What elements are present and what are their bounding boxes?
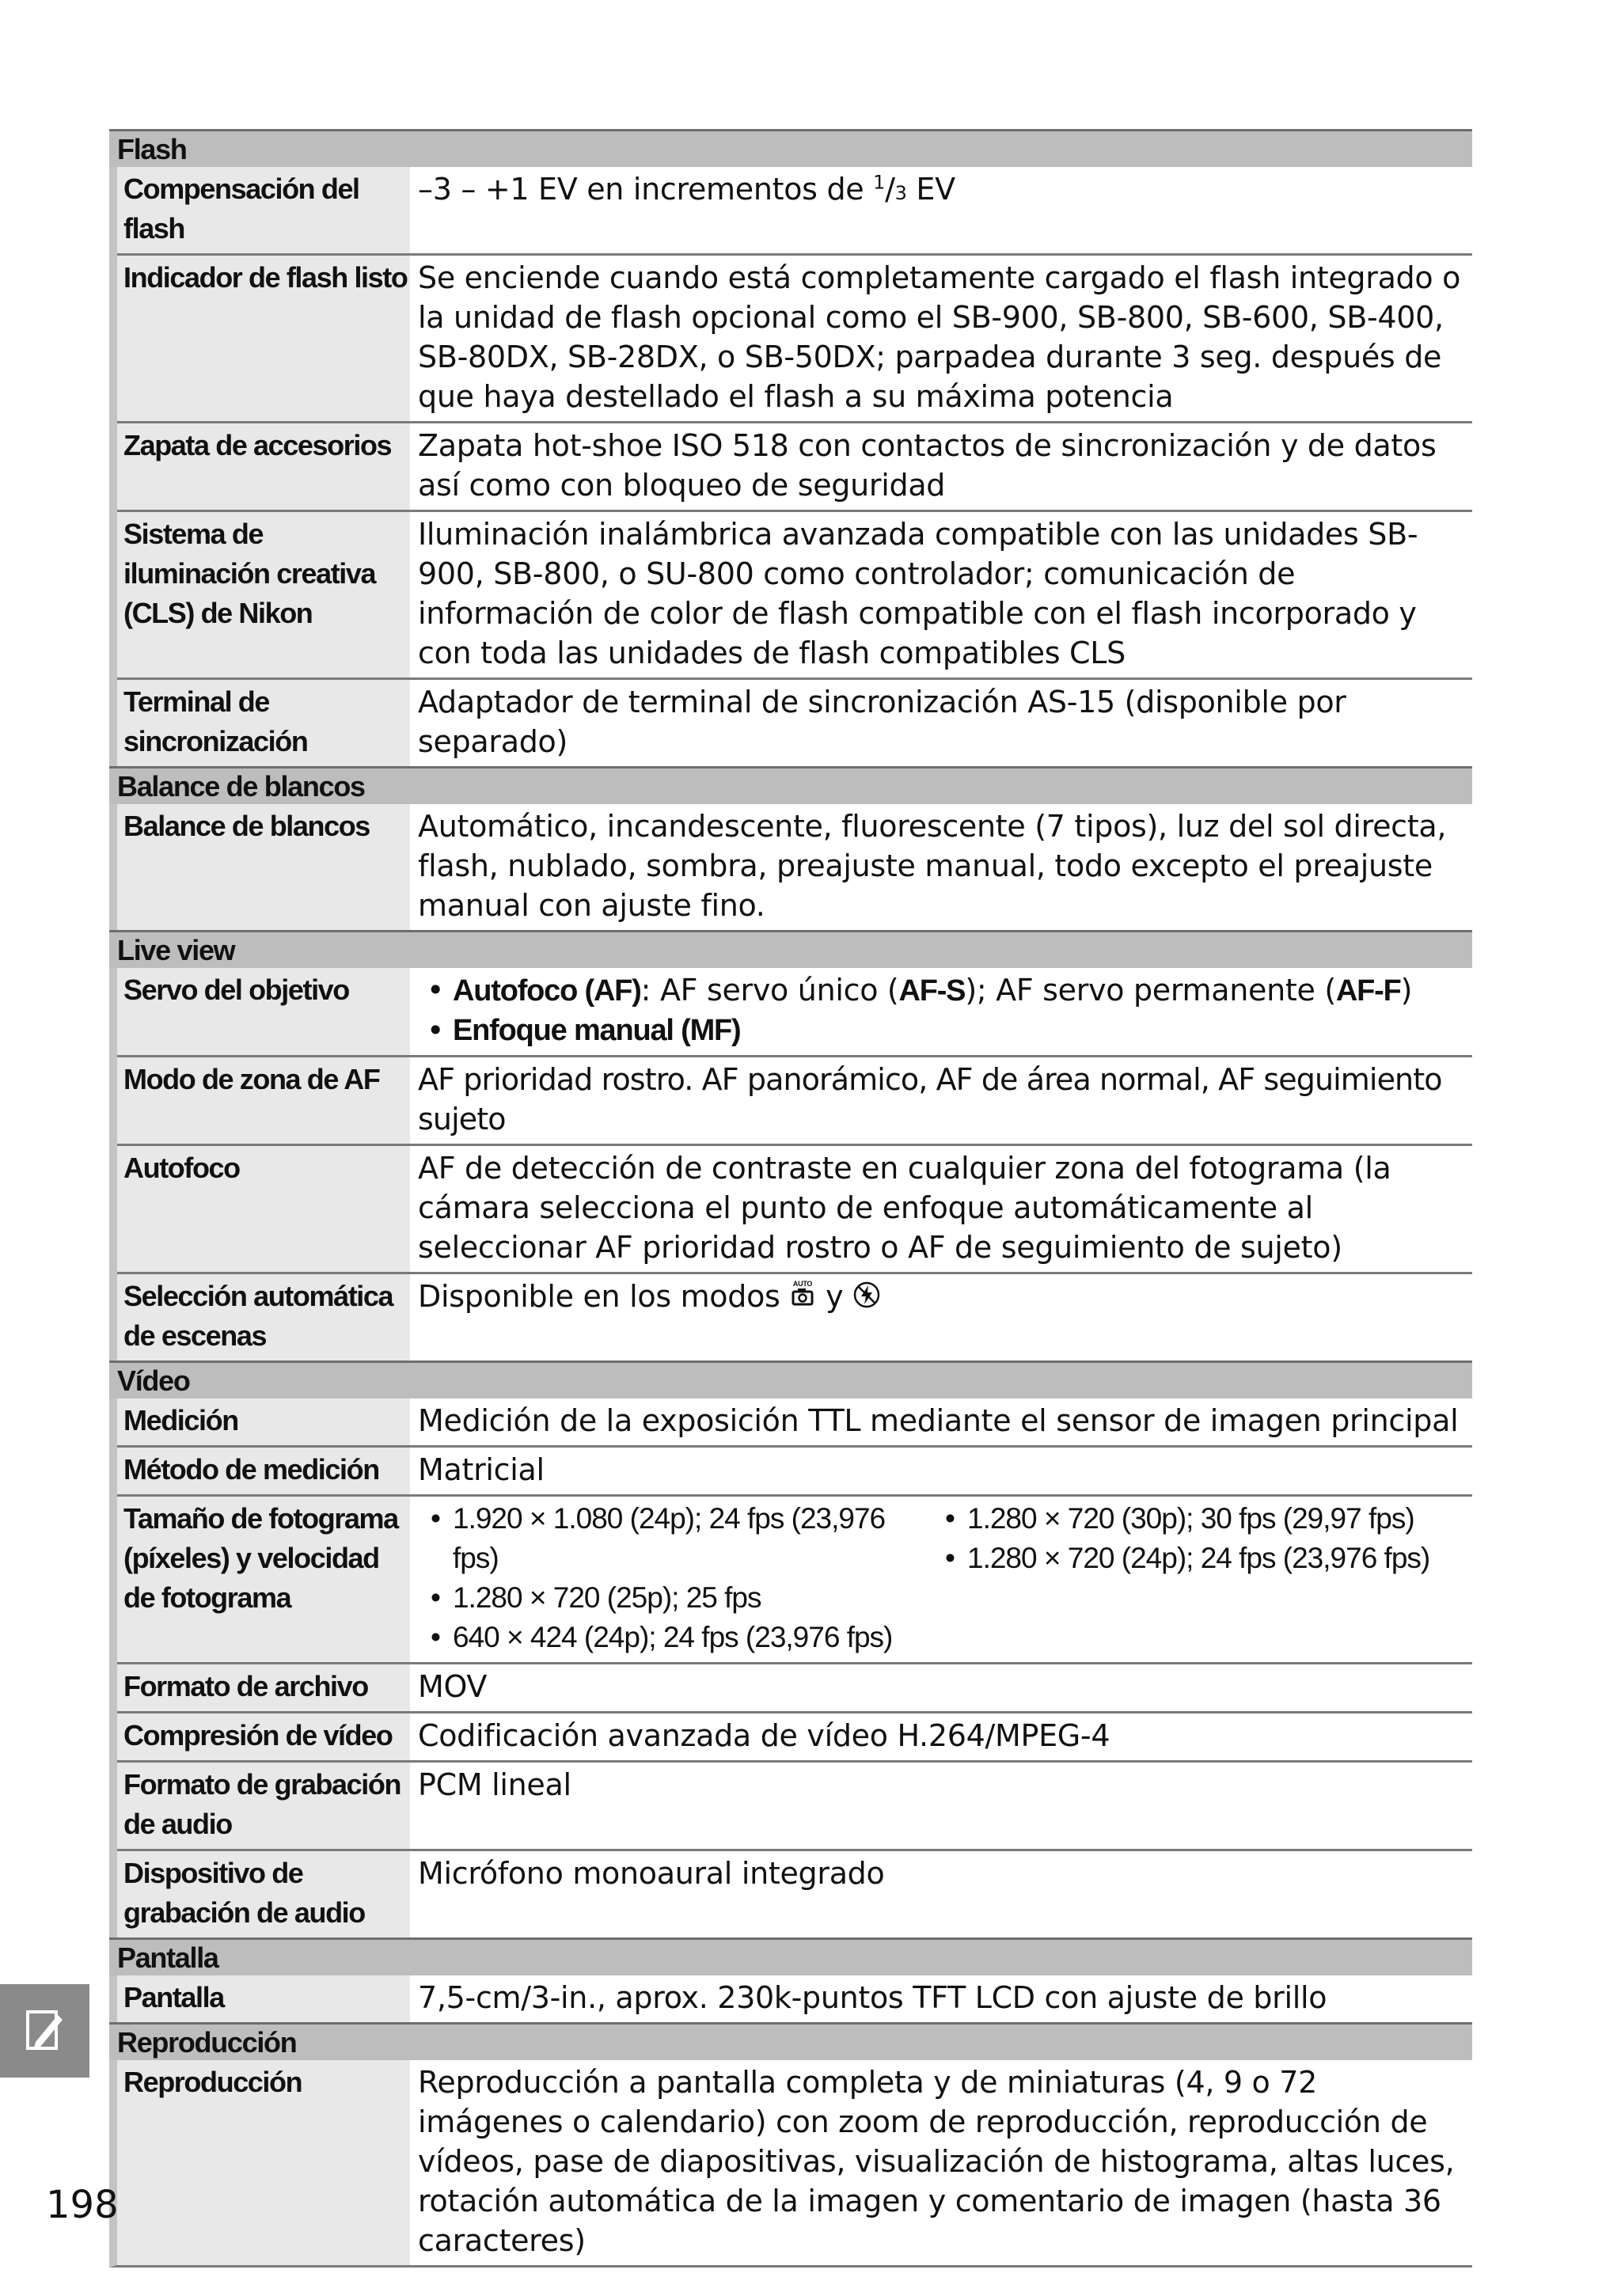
value-text: Disponible en los modos [418,1279,790,1314]
row-label: Dispositivo de grabación de audio [117,1851,410,1937]
row-label: Formato de archivo [117,1664,410,1711]
table-row [117,253,1472,421]
bold-text: Enfoque manual (MF) [453,1014,741,1047]
row-label: Pantalla [117,1975,410,2022]
table-row [117,1398,1472,1445]
fraction-denominator: 3 [894,182,907,204]
row-value: Codificación avanzada de vídeo H.264/MPEG-4 [418,1718,1110,1753]
row-label: Modo de zona de AF [117,1057,410,1144]
section-body-flash [109,167,1472,766]
row-label: Balance de blancos [117,804,410,930]
table-row [117,1055,1472,1144]
table-row [117,968,1472,1055]
row-value: Zapata hot-shoe ISO 518 con contactos de sincronización y de datos así como con bloqueo de seguridad [418,428,1437,503]
table-row [117,421,1472,510]
row-value: 7,5-cm/3-in., aprox. 230k-puntos TFT LCD con ajuste de brillo [418,1980,1327,2015]
bullet: • [426,973,445,1008]
value-text: : AF servo único ( [640,973,899,1008]
value-text: EV [906,172,955,207]
row-value: Matricial [418,1452,545,1487]
section-header-flash: Flash [109,129,1472,167]
svg-text:AUTO: AUTO [793,1279,813,1288]
bold-text: AF-S [898,974,966,1008]
section-header-white-balance: Balance de blancos [109,766,1472,804]
section-body-live-view [109,968,1472,1361]
value-text: y [816,1279,853,1314]
table-row [117,804,1472,930]
bullet-item [418,970,1467,1011]
row-value: –3 – +1 EV en incrementos de $^1$/3 EV [418,171,955,207]
list-column [932,1499,1467,1657]
fraction-numerator: 1 [873,171,886,194]
list-item: • 1.280 × 720 (24p); 24 fps (23,976 fps) [945,1542,1430,1574]
row-value: AF de detección de contraste en cualquier zona del fotograma (la cámara selecciona el punto de enfoque automáticamente al seleccionar AF prioridad rostro o AF de seguimiento de sujeto) [418,1151,1391,1265]
section-body-monitor [109,1975,1472,2022]
row-label: Zapata de accesorios [117,423,410,510]
table-row [117,1662,1472,1711]
table-row [117,1760,1472,1849]
notes-icon [0,1984,89,2078]
row-label: Compensación del flash [117,167,410,253]
list-column [418,1499,932,1657]
row-value: MOV [418,1669,488,1704]
list-item: • 1.280 × 720 (25p); 25 fps [431,1581,761,1614]
table-row [117,1494,1472,1662]
row-value [410,968,1472,1055]
row-value: Se enciende cuando está completamente cargado el flash integrado o la unidad de flash opcional como el SB-900, SB-800, SB-600, SB-400, SB-80DX, SB-28DX, o SB-50DX; parpadea durante 3 seg. después de que haya destellado el flash a su máxima potencia [418,260,1461,414]
table-row [117,1445,1472,1494]
row-label: Formato de grabación de audio [117,1763,410,1849]
table-row [117,1975,1472,2022]
row-label: Indicador de flash listo [117,256,410,421]
list-item: • 1.280 × 720 (30p); 30 fps (29,97 fps) [945,1502,1414,1535]
section-header-playback: Reproducción [109,2022,1472,2060]
value-text: –3 – +1 EV en incrementos de [418,172,874,207]
table-row [117,677,1472,766]
table-row [117,1849,1472,1937]
section-body-video [109,1398,1472,1937]
two-column-list [418,1499,1467,1657]
section-header-monitor: Pantalla [109,1937,1472,1975]
page-number: 198 [46,2183,119,2227]
row-label: Terminal de sincronización [117,680,410,766]
table-row [117,1144,1472,1272]
row-value: Iluminación inalámbrica avanzada compatible con las unidades SB-900, SB-800, o SU-800 como controlador; comunicación de información de color de flash compatible con el flash incorporado y con toda las unidades de flash compatibles CLS [418,517,1418,670]
value-text: ) [1400,973,1413,1008]
row-label: Autofoco [117,1146,410,1272]
flash-off-icon [852,1279,881,1319]
row-label: Método de medición [117,1448,410,1494]
table-row [117,1272,1472,1361]
row-value: Adaptador de terminal de sincronización AS-15 (disponible por separado) [418,685,1346,759]
row-value: Reproducción a pantalla completa y de miniaturas (4, 9 o 72 imágenes o calendario) con zoom de reproducción, reproducción de vídeos, pase de diapositivas, visualización de histograma, altas luces, rotación automática de la imagen y comentario de imagen (hasta 36 caracteres) [418,2065,1455,2258]
row-label: Reproducción [117,2060,410,2265]
row-value: Medición de la exposición TTL mediante el sensor de imagen principal [418,1403,1459,1438]
row-label: Sistema de iluminación creativa (CLS) de Nikon [117,512,410,677]
auto-mode-icon [789,1278,816,1319]
row-value: Automático, incandescente, fluorescente (7 tipos), luz del sol directa, flash, nublado, sombra, preajuste manual, todo excepto el preajuste manual con ajuste fino. [418,809,1447,923]
row-label: Medición [117,1398,410,1445]
list-item: • 1.920 × 1.080 (24p); 24 fps (23,976 fps) [431,1502,886,1574]
bullet: • [426,1013,445,1048]
value-text: ); AF servo permanente ( [965,973,1336,1008]
section-header-live-view: Live view [109,930,1472,968]
row-value [410,1497,1472,1662]
row-value: Micrófono monoaural integrado [418,1856,885,1891]
table-row [117,510,1472,677]
table-row [117,2060,1472,2265]
row-label: Compresión de vídeo [117,1713,410,1760]
row-label: Selección automática de escenas [117,1274,410,1361]
section-header-video: Vídeo [109,1361,1472,1398]
row-value [410,1274,1472,1361]
row-label: Tamaño de fotograma (píxeles) y velocidad de fotograma [117,1497,410,1662]
row-value: AF prioridad rostro. AF panorámico, AF de área normal, AF seguimiento sujeto [418,1062,1442,1137]
table-row [117,1711,1472,1760]
list-item: • 640 × 424 (24p); 24 fps (23,976 fps) [431,1621,893,1653]
bold-text: Autofoco (AF) [453,974,641,1008]
section-body-white-balance [109,804,1472,930]
table-row [117,167,1472,253]
bullet-item [418,1011,1467,1050]
row-value: PCM lineal [418,1767,571,1802]
row-label: Servo del objetivo [117,968,410,1055]
section-body-playback [109,2060,1472,2268]
bold-text: AF-F [1335,974,1401,1008]
spec-table [109,129,1472,2268]
